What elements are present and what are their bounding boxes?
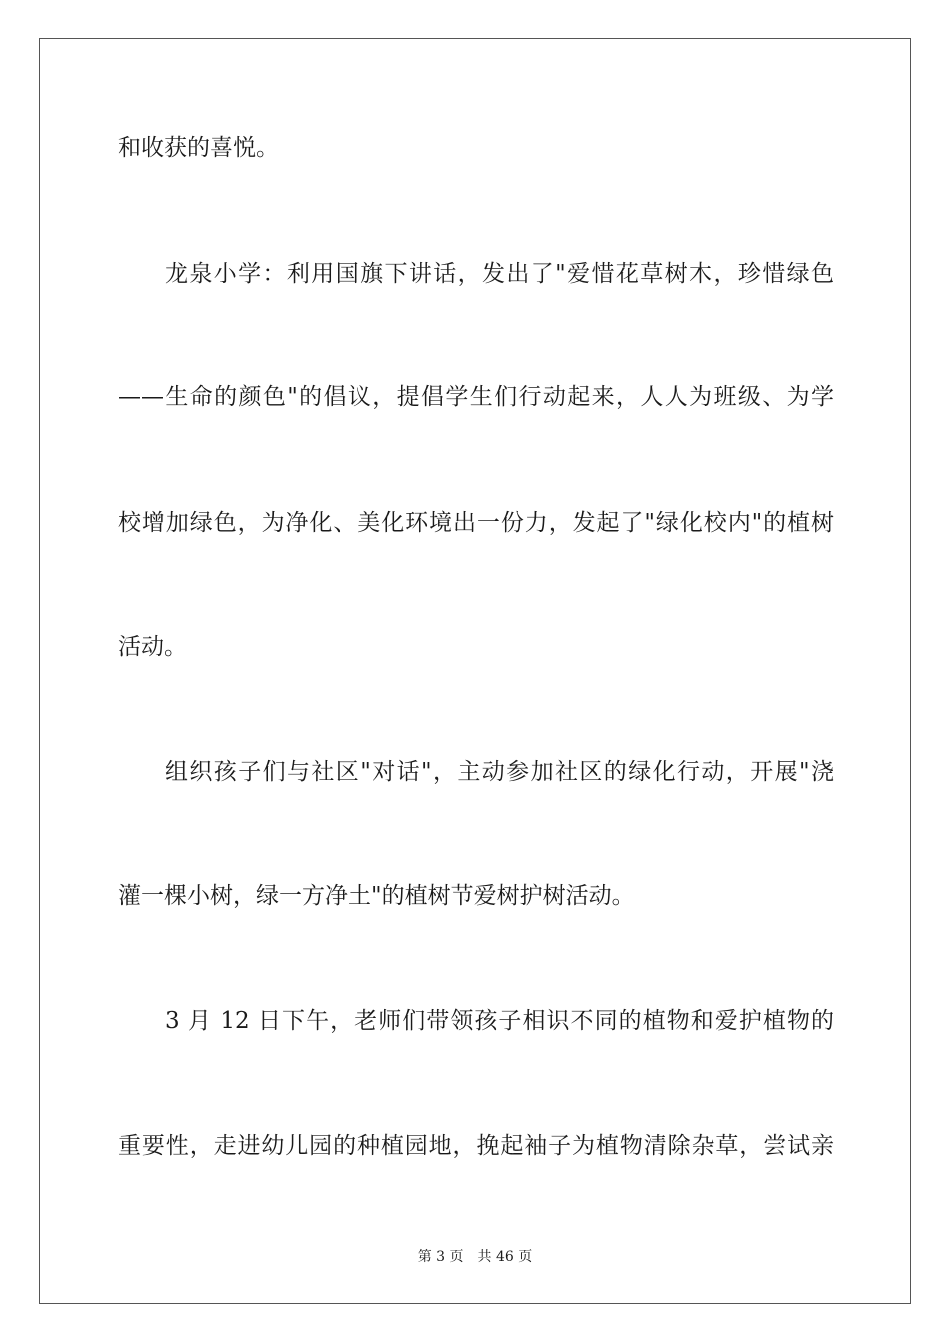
page-number: 第 3 页: [417, 1249, 464, 1265]
text-line-3: ——生命的颜色"的倡议，提倡学生们行动起来，人人为班级、为学: [118, 384, 834, 410]
text-line-2: 龙泉小学：利用国旗下讲话，发出了"爱惜花草树木，珍惜绿色: [165, 261, 834, 287]
page-total: 共 46 页: [477, 1249, 533, 1265]
text-line-8: 3 月 12 日下午，老师们带领孩子相识不同的植物和爱护植物的: [165, 1008, 834, 1034]
page-footer: [0, 1247, 950, 1267]
text-line-5: 活动。: [118, 634, 187, 660]
text-line-7: 灌一棵小树，绿一方净土"的植树节爱树护树活动。: [118, 883, 635, 909]
text-line-1: 和收获的喜悦。: [118, 135, 279, 161]
page-border: [39, 38, 911, 1304]
text-line-9: 重要性，走进幼儿园的种植园地，挽起袖子为植物清除杂草，尝试亲: [118, 1133, 834, 1159]
text-line-6: 组织孩子们与社区"对话"，主动参加社区的绿化行动，开展"浇: [165, 759, 834, 785]
text-line-4: 校增加绿色，为净化、美化环境出一份力，发起了"绿化校内"的植树: [118, 510, 834, 536]
